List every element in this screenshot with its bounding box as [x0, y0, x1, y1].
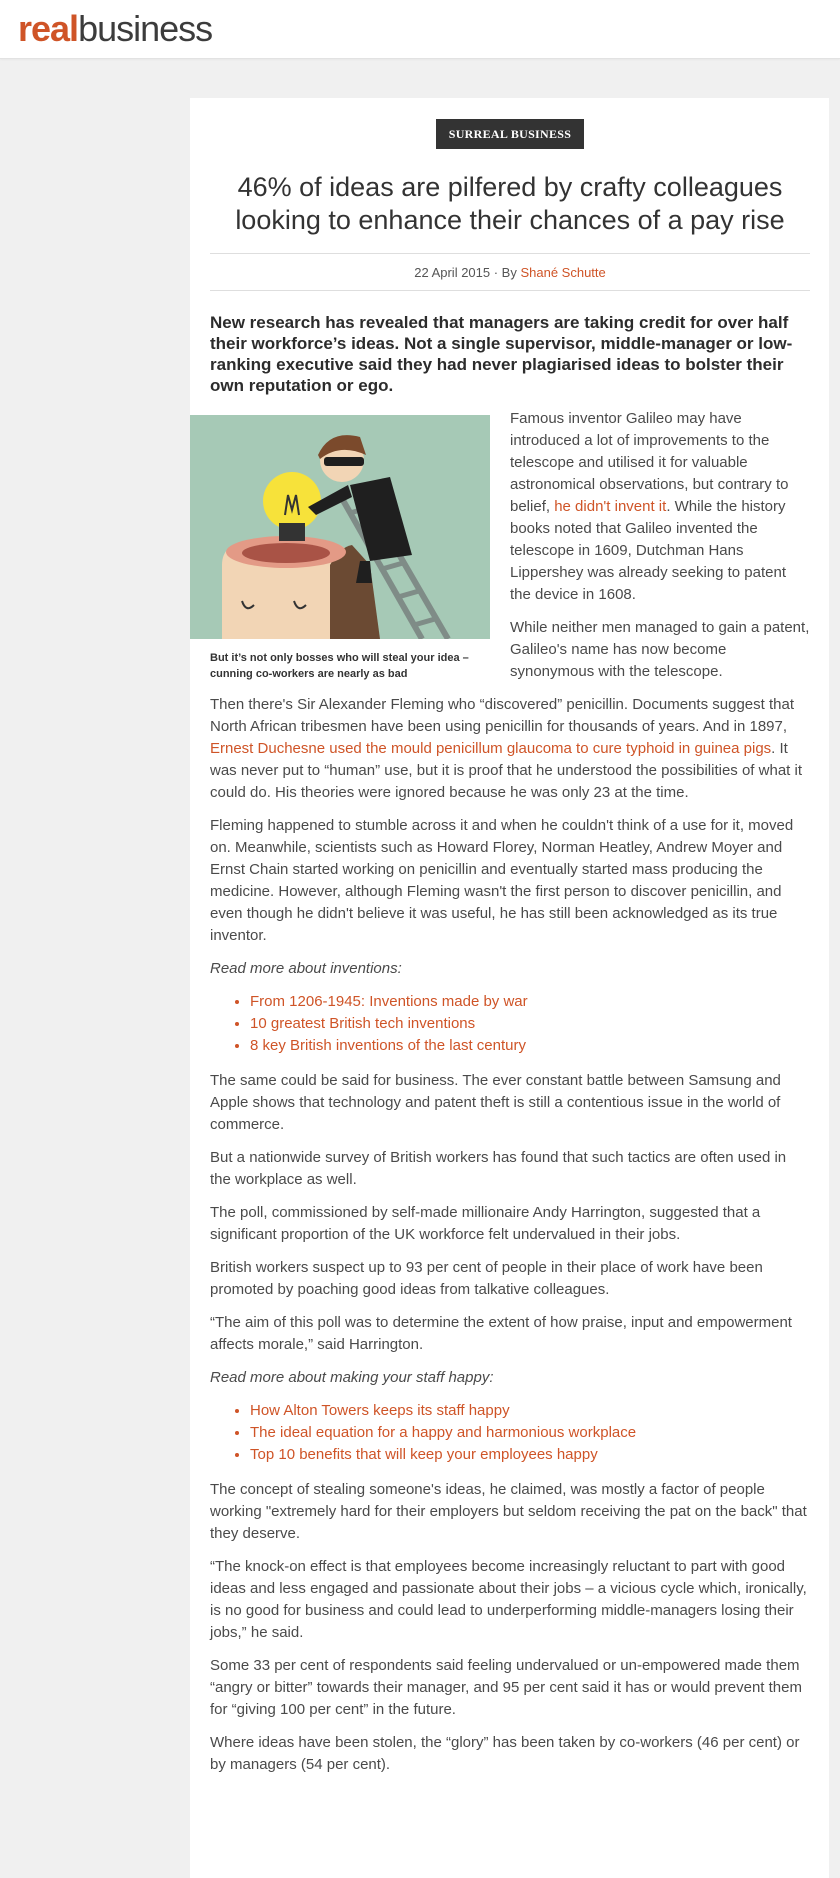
category-badge[interactable]: SURREAL BUSINESS: [436, 119, 585, 149]
read-more-inventions: Read more about inventions:: [210, 960, 402, 977]
paragraph-7: The poll, commissioned by self-made millionaire Andy Harrington, suggested that a significant proportion of the UK workforce felt undervalued in their jobs.: [210, 1204, 761, 1243]
paragraph-8: British workers suspect up to 93 per cent of people in their place of work have been promoted by poaching good ideas from talkative colleagues.: [210, 1259, 763, 1298]
byline-separator: · By: [490, 265, 521, 280]
paragraph-1-text-a: Famous inventor Galileo may have introduced a lot of improvements to the telescope and utilised it for valuable astronomical observations, but contrary to belief,: [510, 410, 789, 515]
text-beside-figure: [510, 396, 810, 683]
list-item: [250, 1013, 810, 1035]
alton-towers-link[interactable]: How Alton Towers keeps its staff happy: [250, 1402, 510, 1419]
british-inventions-link[interactable]: 8 key British inventions of the last century: [250, 1037, 526, 1054]
article-card: [190, 98, 829, 1878]
list-item: [250, 1400, 810, 1422]
galileo-link[interactable]: he didn't invent it: [554, 498, 667, 515]
paragraph-2: While neither men managed to gain a patent, Galileo's name has now become synonymous with the telescope.: [510, 619, 810, 680]
list-item: [250, 1444, 810, 1466]
paragraph-11: “The knock-on effect is that employees become increasingly reluctant to part with good ideas and less engaged and passionate about their jobs – a vicious cycle which, ironically, is no good for business and could lead to underperforming middle-managers losing their jobs,” he said.: [210, 1558, 807, 1641]
inventions-link-list: [210, 991, 810, 1057]
paragraph-10: The concept of stealing someone's ideas, he claimed, was mostly a factor of people working "extremely hard for their employers but seldom receiving the pat on the back" that they deserve.: [210, 1481, 807, 1542]
list-item: [250, 991, 810, 1013]
category-wrap: [210, 98, 810, 149]
paragraph-13: Where ideas have been stolen, the “glory” has been taken by co-workers (46 per cent) or by managers (54 per cent).: [210, 1734, 800, 1773]
image-caption: But it’s not only bosses who will steal your idea – cunning co-workers are nearly as bad: [210, 652, 469, 680]
read-more-staff-happy: Read more about making your staff happy:: [210, 1369, 494, 1386]
paragraph-1: [510, 396, 810, 606]
paragraph-3: [210, 694, 810, 804]
idea-thief-illustration: [190, 415, 490, 639]
british-tech-link[interactable]: 10 greatest British tech inventions: [250, 1015, 476, 1032]
paragraph-1-text-b: . While the history books noted that Galileo invented the telescope in 1609, Dutchman Hans Lippershey was already seeking to patent the device in 1608.: [510, 498, 787, 603]
ideal-equation-link[interactable]: The ideal equation for a happy and harmonious workplace: [250, 1424, 637, 1441]
paragraph-4: Fleming happened to stumble across it and when he couldn't think of a use for it, moved on. Meanwhile, scientists such as Howard Florey, Norman Heatley, Andrew Moyer and Ernst Chain started working on penicillin and eventually started mass producing the medicine. However, although Fleming wasn't the first person to discover penicillin, and even though he didn't believe it was useful, he has still been acknowledged as its true inventor.: [210, 817, 794, 944]
list-item: [250, 1035, 810, 1057]
paragraph-6: But a nationwide survey of British workers has found that such tactics are often used in the workplace as well.: [210, 1149, 787, 1188]
article-content: [210, 98, 810, 1787]
paragraph-3-text-b: . It was never put to “human” use, but it is proof that he understood the possibilities of what it could do. His theories were ignored because he was only 23 at the time.: [210, 740, 802, 801]
top-benefits-link[interactable]: Top 10 benefits that will keep your employees happy: [250, 1446, 598, 1463]
article-title: 46% of ideas are pilfered by crafty colleagues looking to enhance their chances of a pay rise: [235, 172, 785, 235]
site-logo[interactable]: [18, 6, 212, 52]
article-lead: New research has revealed that managers are taking credit for over half their workforce’s ideas. Not a single supervisor, middle-manager or low-ranking executive said they had never plagiarised ideas to bolster their own reputation or ego.: [210, 313, 793, 395]
duchesne-link[interactable]: Ernest Duchesne used the mould penicillum glaucoma to cure typhoid in guinea pigs: [210, 740, 772, 757]
article-meta: [210, 253, 810, 291]
author-link[interactable]: Shané Schutte: [520, 265, 606, 280]
staff-happy-link-list: [210, 1400, 810, 1466]
inventions-war-link[interactable]: From 1206-1945: Inventions made by war: [250, 993, 528, 1010]
paragraph-12: Some 33 per cent of respondents said feeling undervalued or un-empowered made them “angry or bitter” towards their manager, and 95 per cent said it has or would prevent them for “giving 100 per cent” in the future.: [210, 1657, 802, 1718]
article-date: 22 April 2015: [414, 265, 491, 280]
site-header: [0, 0, 840, 59]
paragraph-5: The same could be said for business. The ever constant battle between Samsung and Apple shows that technology and patent theft is still a contentious issue in the world of commerce.: [210, 1072, 781, 1133]
logo-real: real: [18, 8, 79, 49]
article-figure: [190, 415, 490, 682]
list-item: [250, 1422, 810, 1444]
logo-business: business: [78, 8, 213, 49]
paragraph-9: “The aim of this poll was to determine the extent of how praise, input and empowerment affects morale,” said Harrington.: [210, 1314, 792, 1353]
paragraph-3-text-a: Then there's Sir Alexander Fleming who “discovered” penicillin. Documents suggest that North African tribesmen have been using penicillin for thousands of years. And in 1897,: [210, 696, 794, 735]
